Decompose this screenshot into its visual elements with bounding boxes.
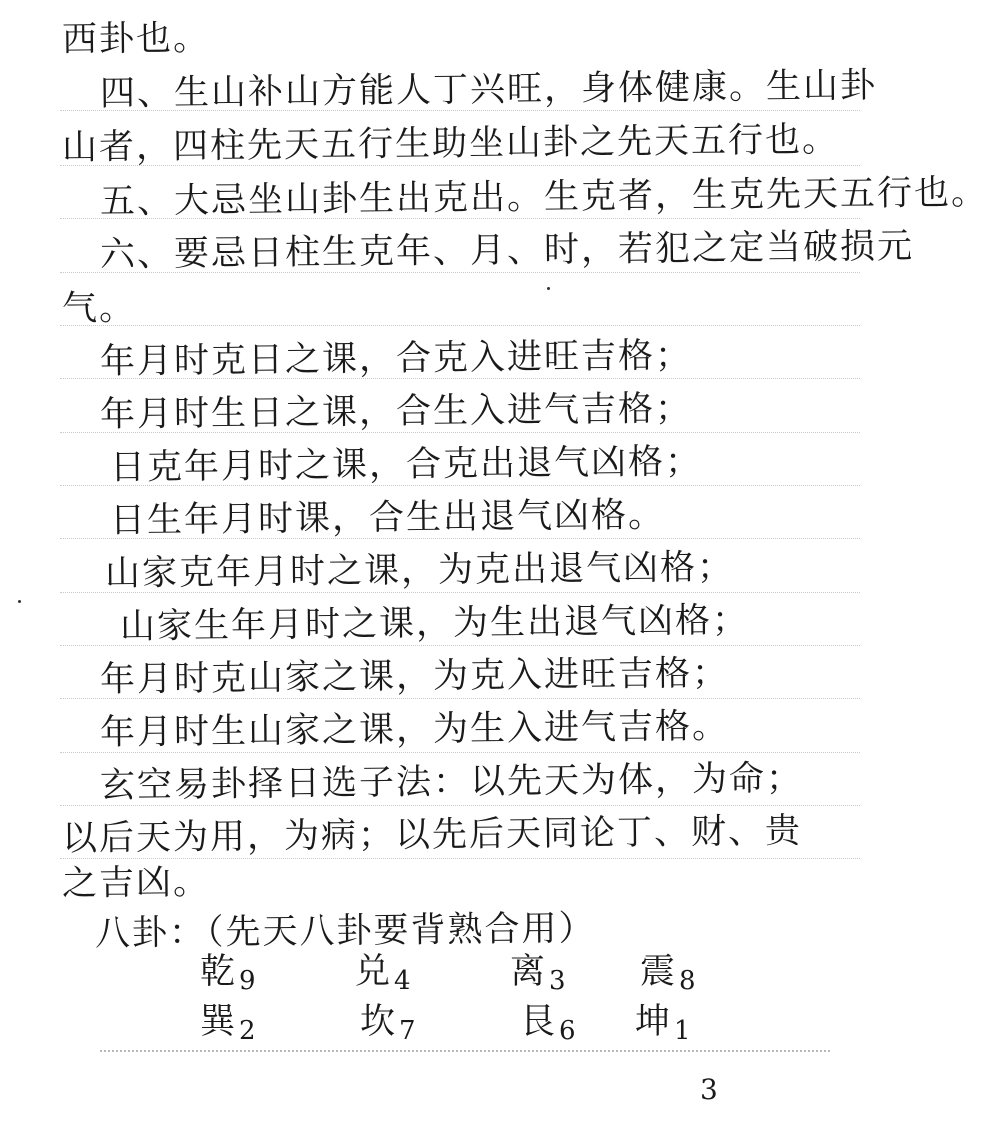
text-line: 气。 [61, 288, 137, 329]
ink-speck [547, 287, 550, 290]
ruled-line [60, 325, 860, 326]
trigram-number: 3 [549, 966, 566, 996]
trigram-entry [635, 1000, 691, 1047]
text-line: 八卦：（先天八卦要背熟合用） [94, 908, 596, 954]
trigram-entry [355, 950, 411, 997]
trigram-number: 2 [239, 1016, 256, 1046]
trigram-number: 9 [239, 966, 256, 996]
text-line: 西卦也。 [61, 18, 211, 60]
text-line: 山家生年月时之课，为生出退气凶格； [119, 600, 750, 647]
trigram-name: 巽 [200, 1002, 236, 1042]
trigram-name: 震 [640, 952, 676, 992]
trigram-entry [640, 950, 696, 997]
text-line: 年月时生山家之课，为生入进气吉格。 [99, 706, 730, 753]
trigram-entry [510, 950, 566, 997]
trigram-number: 6 [559, 1016, 576, 1046]
text-line: 之吉凶。 [61, 862, 211, 904]
text-line: 玄空易卦择日选子法：以先天为体，为命； [99, 758, 804, 806]
text-line: 六、要忌日柱生克年、月、时，若犯之定当破损元 [99, 226, 915, 275]
text-line: 山者，四柱先天五行生助坐山卦之先天五行也。 [61, 119, 840, 168]
text-line: 五、大忌坐山卦生出克出。生克者，生克先天五行也。 [99, 172, 988, 222]
trigram-name: 兑 [355, 952, 391, 992]
trigram-entry [520, 1000, 576, 1047]
text-line: 日生年月时课，合生出退气凶格。 [109, 495, 666, 541]
trigram-name: 艮 [520, 1002, 556, 1042]
text-line: 日克年月时之课，合克出退气凶格； [109, 441, 703, 488]
trigram-number: 1 [674, 1016, 691, 1046]
trigram-number: 7 [399, 1016, 416, 1046]
trigram-entry [200, 1000, 256, 1047]
trigram-name: 坎 [360, 1002, 396, 1042]
text-line: 四、生山补山方能人丁兴旺，身体健康。生山卦 [99, 65, 878, 114]
text-line: 年月时克日之课，合克入进旺吉格； [99, 335, 693, 382]
trigram-name: 乾 [200, 952, 236, 992]
trigram-entry [200, 950, 256, 997]
trigram-name: 离 [510, 952, 546, 992]
trigram-number: 4 [394, 966, 411, 996]
bottom-dotted-rule [100, 1050, 830, 1052]
page-number: 3 [700, 1073, 718, 1106]
trigram-entry [360, 1000, 416, 1047]
text-line: 年月时克山家之课，为克入进旺吉格； [99, 653, 730, 700]
text-line: 以后天为用，为病；以先后天同论丁、财、贵 [61, 811, 803, 859]
text-line: 年月时生日之课，合生入进气吉格； [99, 388, 693, 435]
text-line: 山家克年月时之课，为克出退气凶格； [104, 547, 735, 594]
trigram-number: 8 [679, 966, 696, 996]
trigram-name: 坤 [635, 1002, 671, 1042]
ink-speck [18, 600, 21, 603]
